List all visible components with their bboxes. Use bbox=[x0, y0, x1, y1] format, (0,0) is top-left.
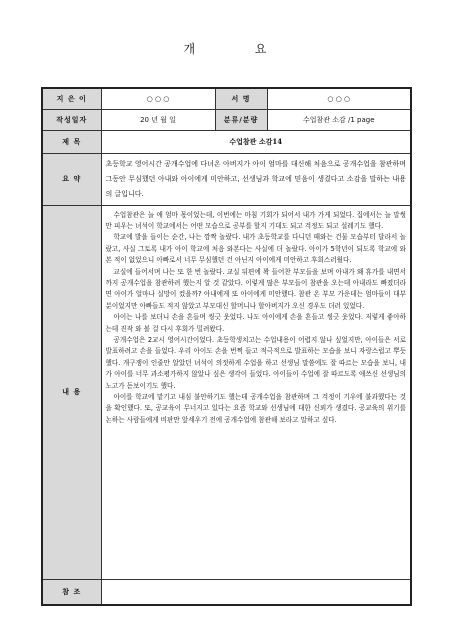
overview-form bbox=[41, 87, 412, 606]
reference-value bbox=[101, 579, 411, 605]
sign-value: ○ ○ ○ bbox=[267, 88, 411, 109]
category-value: 수업참관 소감 /1 page bbox=[267, 109, 411, 130]
content-label: 내 용 bbox=[42, 205, 101, 579]
content-cell bbox=[101, 205, 411, 579]
content-paragraph: 수업참관은 늘 애 엄마 몫이었는데, 이번에는 마침 기회가 되어서 내가 가게 되었다. 집에서는 늘 말썽만 피우는 녀석이 학교에서는 어떤 모습으로 공부를 할지 기대도 되고 걱정도 되고 설레기도 했다. bbox=[105, 210, 406, 230]
subject-value: 수업참관 소감14 bbox=[101, 130, 411, 153]
sign-label: 서 명 bbox=[215, 88, 267, 109]
summary-label: 요 약 bbox=[42, 153, 101, 205]
date-value: 20 년 월 일 bbox=[101, 109, 215, 130]
reference-label: 참 조 bbox=[42, 579, 101, 605]
subject-label: 제 목 bbox=[42, 130, 101, 153]
author-label: 지 은 이 bbox=[42, 88, 101, 109]
category-label: 분류/분량 bbox=[215, 109, 267, 130]
content-paragraph: 아이를 학교에 맡기고 내심 불안하기도 했는데 공개수업을 참관하며 그 걱정이 기우에 불과했다는 것을 확인했다. 또, 공교육이 무너지고 있다는 요즘 학교와 선생님에 대한 신뢰가 생겼다. 공교육의 위기를 논하는 사람들에게 비판만 앞세우기 전에 공개수업에 참관해 보라고 말하고 싶다. bbox=[105, 393, 406, 424]
summary-cell bbox=[101, 153, 411, 205]
author-value: ○ ○ ○ bbox=[101, 88, 215, 109]
content-paragraph: 교실에 들어서며 나는 또 한 번 놀랐다. 교실 뒤편에 꽉 들어찬 부모들을 보며 아내가 왜 휴가를 내면서까지 공개수업을 참관하려 했는지 알 것 같았다. 이렇게 많은 부모들이 참관을 오는데 아내라도 빠졌더라면 아이가 얼마나 실망이 컸을까? 아내에게 또 아이에게 미안했다. 참관 온 부모 가운데는 엄마들이 대부분이었지만 아빠들도 적지 않았고 부모대신 할머니나 할아버지가 오신 경우도 더러 있었다. bbox=[105, 267, 406, 310]
content-body bbox=[102, 206, 411, 431]
content-paragraph: 학교에 발을 들이는 순간, 나는 깜짝 놀랐다. 내가 초등학교를 다니던 때와는 건물 모습부터 달라서 놀랐고, 사실 그토록 내가 아이 학교에 처음 와본다는 사실에 더 놀랐다. 아이가 5학년이 되도록 학교에 와 본 적이 없었으니 아빠로서 너무 무심했던 건 아닌지 아이에게 미안하고 후회스러웠다. bbox=[105, 233, 406, 265]
content-paragraph: 아이는 나를 보더니 손을 흔들며 씽긋 웃었다. 나도 아이에게 손을 흔들고 씽긋 웃었다. 저렇게 좋아하는데 진작 와 볼 걸 다시 후회가 밀려왔다. bbox=[105, 313, 406, 333]
summary-text: 초등학교 영어시간 공개수업에 다녀온 아버지가 아이 엄마를 대신해 처음으로 공개수업을 참관하며 그동안 무심했던 아내와 아이에게 미안하고, 선생님과 학교에 믿음이 생겼다고 소감을 말하는 내용의 글입니다. bbox=[105, 159, 406, 198]
document-title: 개 요 bbox=[183, 42, 295, 56]
content-paragraph: 공개수업은 2교시 영어시간이었다. 초등학생치고는 수업내용이 어렵지 않나 싶었지만, 아이들은 서로 발표하려고 손을 들었다. 우리 아이도 손을 번쩍 들고 적극적으로 발표하는 모습을 보니 자랑스럽고 뿌듯했다. 개구쟁이 인줄만 알았던 녀석이 의젓하게 수업을 하고 선생님 말씀에도 잘 따르는 모습을 보니, 내가 아이를 너무 과소평가하지 않았나 싶은 생각이 들었다. 아이들이 수업에 잘 따르도록 애쓰신 선생님의 노고가 돋보이기도 했다. bbox=[105, 335, 406, 390]
date-label: 작성일자 bbox=[42, 109, 101, 130]
